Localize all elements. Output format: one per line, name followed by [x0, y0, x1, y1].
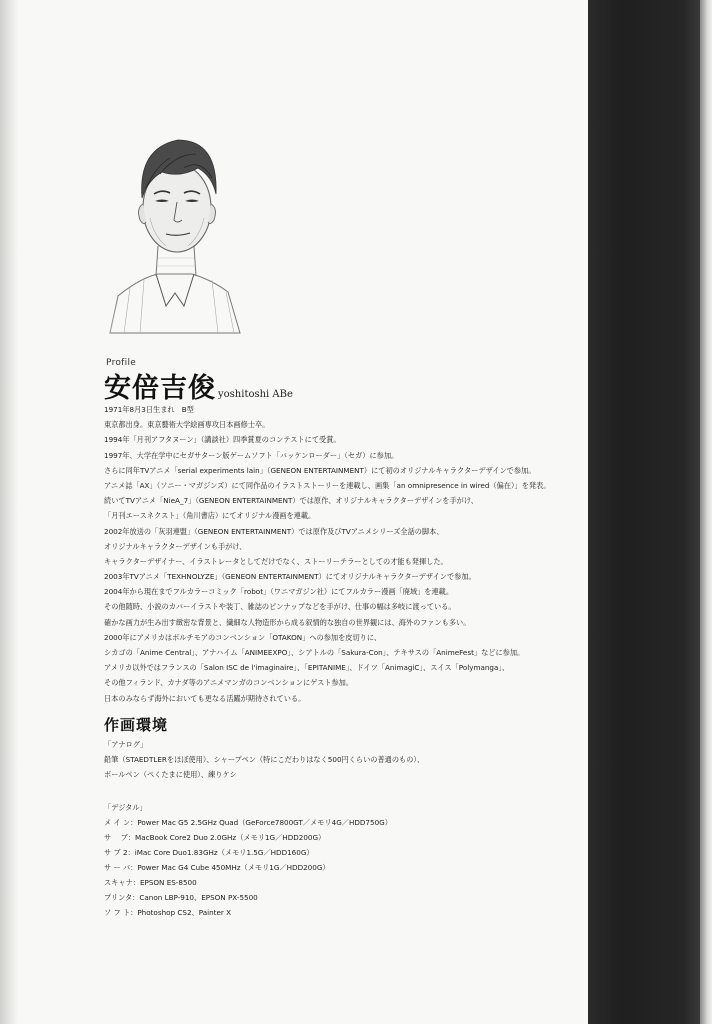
profile-label: Profile [106, 358, 137, 368]
artist-name-romaji: yoshitoshi ABe [218, 389, 293, 400]
bio-line: 1971年8月3日生まれ B型 [104, 405, 194, 414]
analog-line: 鉛筆（STAEDTLERをほぼ使用）、シャープペン（特にこだわりはなく500円くらいの普通のもの）、 [104, 755, 425, 764]
bio-line: 日本のみならず海外においても更なる活躍が期待されている。 [104, 693, 306, 703]
page-fold-shadow [0, 0, 18, 1024]
bio-line: オリジナルキャラクターデザインも手がけ、 [104, 541, 247, 551]
digital-line: スキャナ：EPSON ES-8500 [104, 878, 197, 887]
portrait-sketch [100, 128, 250, 338]
bio-line: 確かな画力が生み出す緻密な背景と、繊細な人物造形から成る叙情的な独自の世界観には、海外のファンも多い。 [104, 617, 471, 627]
bio-line: 続いてTVアニメ「NieA_7」（GENEON ENTERTAINMENT）では原作、オリジナルキャラクターデザインを手がけ、 [104, 496, 478, 506]
drawing-environment [104, 737, 574, 920]
digital-line: サ ブ：MacBook Core2 Duo 2.0GHz（メモリ1G／HDD200G） [104, 833, 326, 842]
bio-line: その他フィランド、カナダ等のアニメマンガのコンベンションにゲスト参加。 [104, 678, 354, 688]
bio-line: その他随時、小説のカバーイラストや装丁、雑誌のピンナップなどを手がけ、仕事の幅は多岐に渡っている。 [104, 602, 456, 612]
spacer [104, 782, 574, 800]
bio-line: アメリカ以外ではフランスの「Salon ISC de l'imaginaire」、「EPITANIME」、ドイツ「AnimagiC」、スイス「Polymanga」、 [104, 663, 510, 673]
bio-line: 2000年にアメリカはボルチモアのコンベンション「OTAKON」への参加を皮切りに、 [104, 632, 382, 642]
bio-line: アニメ誌「AX」（ソニー・マガジンズ）にて同作品のイラストストーリーを連載し、画集「an omnipresence in wired（偏在）」を発表。 [104, 480, 551, 490]
bio-line: キャラクターデザイナー、イラストレータとしてだけでなく、ストーリーテラーとしての才能も発揮した。 [104, 556, 448, 566]
artist-name [104, 366, 293, 405]
bio-line: シカゴの「Anime Central」、アナハイム「ANIMEEXPO」、シアトルの「Sakura-Con」、テキサスの「AnimeFest」などに参加。 [104, 648, 525, 657]
bio-line: 「月刊エースネクスト」（角川書店）にてオリジナル漫画を連載。 [104, 511, 316, 521]
digital-line: サ ブ 2：iMac Core Duo1.83GHz（メモリ1.5G／HDD160G） [104, 848, 314, 857]
digital-line: ソ フ ト：Photoshop CS2、Painter X [104, 908, 232, 917]
bio-line: 1994年「月刊アフタヌーン」（講談社）四季賞夏のコンテストにて受賞。 [104, 435, 341, 445]
bio-line: 東京都出身。東京藝術大学絵画専攻日本画修士卒。 [104, 420, 270, 430]
analog-line: ボールペン（ぺくたまに使用）、練りケシ [104, 770, 237, 779]
digital-line: サ ー バ：Power Mac G4 Cube 450MHz（メモリ1G／HDD200G） [104, 863, 330, 872]
artist-name-japanese: 安倍吉俊 [104, 373, 216, 404]
bio-line: 2003年TVアニメ「TEXHNOLYZE」（GENEON ENTERTAINMENT）にてオリジナルキャラクターデザインで参加。 [104, 572, 476, 582]
digital-heading: 「デジタル」 [104, 803, 147, 812]
biography [104, 402, 574, 706]
dark-page-band [588, 0, 700, 1024]
digital-line: プリンタ：Canon LBP-910、EPSON PX-5500 [104, 893, 258, 902]
bio-line: 1997年、大学在学中にセガサターン版ゲームソフト「バッケンローダー」（セガ）に参加。 [104, 450, 399, 460]
section-title-drawing-environment: 作画環境 [104, 716, 169, 734]
digital-line: メ イ ン：Power Mac G5 2.5GHz Quad（GeForce7800GT／メモリ4G／HDD750G） [104, 818, 392, 827]
analog-heading: 「アナログ」 [104, 740, 148, 749]
bio-line: 2002年放送の「灰羽連盟」（GENEON ENTERTAINMENT）では原作及びTVアニメシリーズ全話の脚本、 [104, 526, 444, 536]
bio-line: 2004年から現在までフルカラーコミック「robot」（ワニマガジン社）にてフルカラー漫画「廃域」を連載。 [104, 587, 454, 597]
page-edge [700, 0, 712, 1024]
bio-line: さらに同年TVアニメ「serial experiments lain」（GENEON ENTERTAINMENT）にて初のオリジナルキャラクターデザインで参加。 [104, 465, 536, 475]
